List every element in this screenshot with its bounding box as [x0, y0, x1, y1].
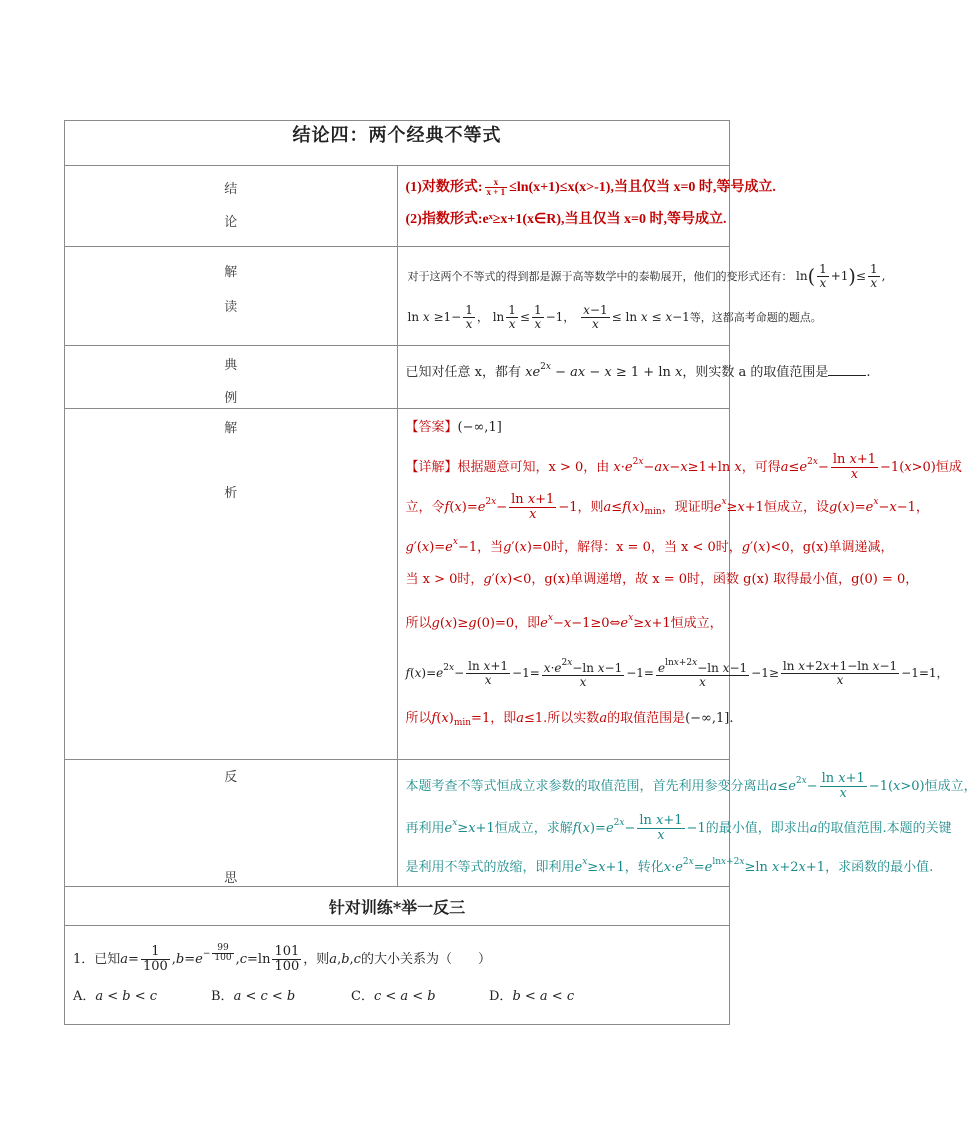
fraction: $\frac{x}{x + 1}$ [486, 176, 506, 198]
option-a[interactable]: A．a < b < c [73, 989, 158, 1004]
reflect-content [397, 760, 977, 887]
reflect-line-2: 再利用$e^x\ge x+1$恒成立，求解$f(x)=e^{2x}-$ $\frac{\text{ln x+1}}{x}$ −1的最小值，即求出a的取值范围.本题的关键 [405, 813, 952, 843]
analysis-content [397, 409, 962, 760]
training-content [65, 926, 730, 1025]
label-interpret: 解 读 [65, 247, 398, 346]
conclusion-table [64, 120, 977, 1025]
detail-line-1: 【详解】根据题意可知，x > 0，由 $x\cdot e^{2x}-ax-x\ge 1+\ln$ x，可得$a\le e^{2x}-$ $\frac{\text{ln x+1}}{x}$ −1(x>0)恒成 [405, 452, 962, 482]
answer-line: 【答案】(−∞,1] [405, 420, 502, 435]
option-c[interactable]: C．c < a < b [351, 989, 436, 1004]
example-content [397, 346, 871, 409]
interpret-line-2: ln x ≥1− $\frac{1}{x}$ ， ln $\frac{1}{x}$ ≤ $\frac{1}{x}$ −1， $\frac{x-1}{x}$ ≤ ln x ≤ x−1等，这都高考命题的题点。 [407, 303, 822, 331]
log-form-line: (1)对数形式: $\frac{x}{x + 1}$ ≤ln(x+1)≤x(x>-1),当且仅当 x=0 时,等号成立. [405, 176, 776, 198]
label-example: 典 例 [65, 346, 398, 409]
label-analysis: 解 析 [65, 409, 398, 760]
interpret-line-1: 对于这两个不等式的得到都是源于高等数学中的泰勒展开，他们的变形式还有： ln( $\frac{1}{x}$ +1)≤ $\frac{1}{x}$ , [407, 262, 886, 290]
label-reflect: 反 思 [65, 760, 398, 887]
detail-line-3: $g'(x)=e^x-1$，当g′(x)=0时，解得：x = 0，当 x < 0时，g′(x)<0，g(x)单调递减， [405, 537, 894, 555]
page-title: 结论四：两个经典不等式 [65, 121, 730, 166]
question-1: 1．已知a= $\frac{1}{100}$ $,b=e^{- \frac{99}{100}}$ ,c=ln $\frac{101}{100}$ ，则a,b,c的大小关系为（ ） [73, 942, 491, 974]
example-question: 已知对任意 x，都有 $xe^{2x}$ − ax − x ≥ 1 + ln x，则实数 a 的取值范围是 . [405, 362, 871, 380]
exp-form-line: (2)指数形式:eˣ≥x+1(x∈R),当且仅当 x=0 时,等号成立. [405, 212, 727, 227]
detail-line-4: 当 x > 0时，g′(x)<0，g(x)单调递增，故 x = 0时，函数 g(x) 取得最小值，g(0) = 0， [405, 572, 919, 587]
answer-blank [828, 363, 866, 376]
options-row [73, 982, 721, 1012]
formula: ln( $\frac{1}{x}$ +1)≤ $\frac{1}{x}$ , [796, 262, 886, 290]
option-d[interactable]: D．b < a < c [489, 989, 575, 1004]
reflect-line-3: 是利用不等式的放缩，即利用$e^x\ge x+1$，转化$x\cdot e^{2x}=e^{lnx+2x}\ge\ln$ x+2x+1，求函数的最小值. [405, 857, 934, 875]
reflect-line-1: 本题考查不等式恒成立求参数的取值范围，首先利用参变分离出$a\le e^{2x}-$ $\frac{\text{ln x+1}}{x}$ −1(x>0)恒成立， [405, 771, 977, 801]
interpret-content [397, 247, 886, 346]
detail-line-6: $f(x)=e^{2x}-$ $\frac{\text{ln x+1}}{x}$ −1= $\frac{x\cdot e^{2x}-\ln x-1}{x}$ −1= $\frac{e^{lnx+2x}-\ln x-1}{x}$ −1≥ $\frac{\text{ln x+2x+1−ln x−1}}{x}$ −1=1， [405, 657, 949, 689]
training-title: 针对训练*举一反三 [65, 887, 730, 926]
detail-line-5: 所以g(x)≥g(0)=0，即$e^x-x-1\ge 0\Leftrightarrow e^x\ge x+1$恒成立， [405, 613, 723, 631]
worksheet-page [64, 120, 977, 1025]
label-conclusion: 结 论 [65, 166, 398, 247]
detail-line-7: 所以$f(x)_{min}=1$，即a≤1.所以实数a的取值范围是(−∞,1]. [405, 711, 734, 728]
conclusion-content [397, 166, 776, 247]
option-b[interactable]: B．a < c < b [211, 989, 296, 1004]
detail-line-2: 立，令$f(x)=e^{2x}-$ $\frac{\text{ln x+1}}{x}$ −1，则$a\le f(x)_{min}$，现证明$e^x\ge x+1$恒成立，设$g(x)=e^x-x-1$， [405, 492, 929, 522]
